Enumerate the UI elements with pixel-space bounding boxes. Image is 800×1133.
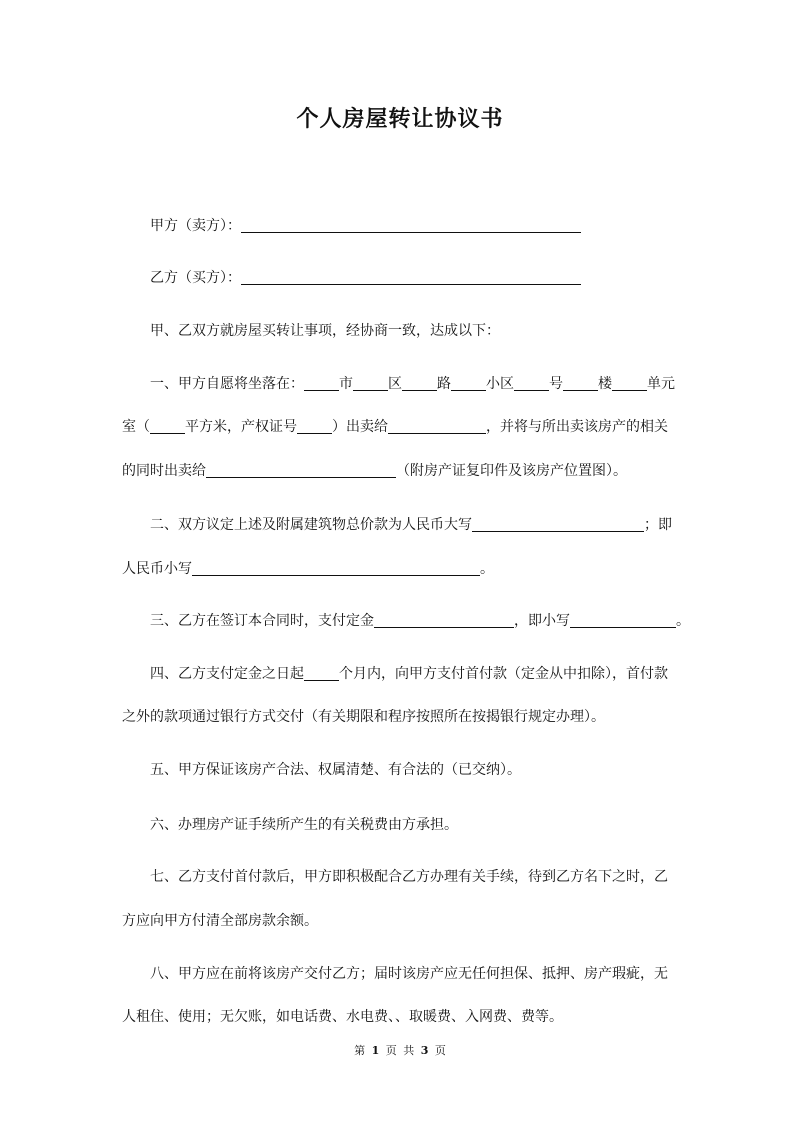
clause-5: 五、甲方保证该房产合法、权属清楚、有合法的（已交纳）。	[150, 762, 521, 778]
total-pages-number: 3	[420, 1044, 429, 1057]
party-b-blank	[241, 269, 581, 285]
clause-1-line-2: 室（ 平方米，产权证号 ）出卖给 ，并将与所出卖该房产的相关	[122, 419, 668, 435]
community-blank	[451, 375, 486, 391]
clause-3: 三、乙方在签订本合同时，支付定金 ，即小写 。	[150, 613, 690, 629]
party-a-line	[150, 216, 690, 236]
buyer-blank	[388, 418, 486, 434]
number-blank	[514, 375, 549, 391]
unit-blank	[612, 375, 647, 391]
price-number-blank	[192, 560, 480, 576]
clause-4-line-2: 之外的款项通过银行方式交付（有关期限和程序按照所在按揭银行规定办理）。	[122, 709, 605, 725]
district-blank	[353, 375, 388, 391]
deposit-number-blank	[570, 612, 676, 628]
clause-6: 六、办理房产证手续所产生的有关税费由方承担。	[150, 817, 458, 833]
page-footer: 第 1 页 共 3 页	[354, 1044, 446, 1057]
party-a-blank	[241, 217, 581, 233]
clause-4-line-1: 四、乙方支付定金之日起 个月内，向甲方支付首付款（定金从中扣除），首付款	[150, 666, 668, 682]
months-blank	[304, 665, 339, 681]
clause-7-line-1: 七、乙方支付首付款后，甲方即积极配合乙方办理有关手续，待到乙方名下之时，乙	[150, 869, 668, 885]
clause-1-line-3: 的同时出卖给 （附房产证复印件及该房产位置图）。	[122, 463, 627, 479]
party-b-label: 乙方（买方）：	[150, 270, 241, 286]
clause-2-line-1: 二、双方议定上述及附属建筑物总价款为人民币大写 ；即	[150, 517, 672, 533]
road-blank	[402, 375, 437, 391]
deposit-blank	[374, 612, 514, 628]
current-page-number: 1	[371, 1044, 380, 1057]
intro-paragraph: 甲、乙双方就房屋买转让事项，经协商一致，达成以下：	[150, 323, 500, 339]
price-words-blank	[472, 516, 644, 532]
clause-7-line-2: 方应向甲方付清全部房款余额。	[122, 913, 318, 929]
party-b-line	[150, 268, 690, 288]
recipient-blank	[206, 462, 396, 478]
clause-8-line-1: 八、甲方应在前将该房产交付乙方；届时该房产应无任何担保、抵押、房产瑕疵，无	[150, 966, 668, 982]
clause-2-line-2: 人民币小写 。	[122, 561, 494, 577]
clause-1-line-1: 一、甲方自愿将坐落在： 市 区 路 小区 号 楼 单元	[150, 376, 675, 392]
city-blank	[304, 375, 339, 391]
area-blank	[150, 418, 185, 434]
certificate-blank	[297, 418, 332, 434]
building-blank	[563, 375, 598, 391]
party-a-label: 甲方（卖方）：	[150, 218, 241, 234]
clause-8-line-2: 人租住、使用；无欠账，如电话费、水电费、、取暖费、入网费、费等。	[122, 1009, 563, 1025]
document-title: 个人房屋转让协议书	[296, 106, 504, 132]
